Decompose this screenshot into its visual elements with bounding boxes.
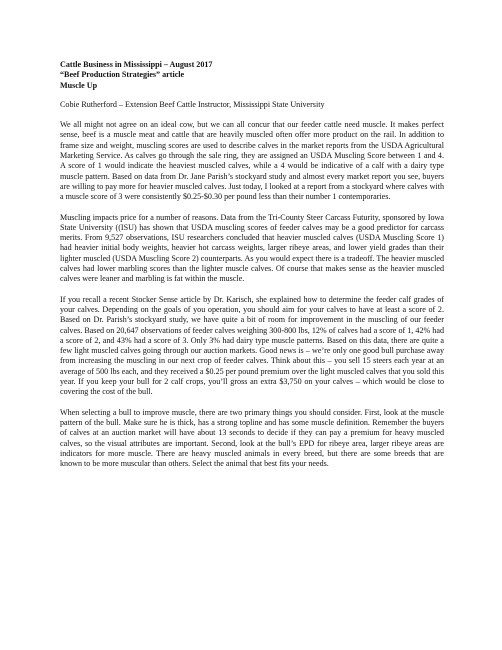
author-line: Cobie Rutherford – Extension Beef Cattle Instructor, Mississippi State University — [60, 99, 325, 109]
paragraph-3: If you recall a recent Stocker Sense article by Dr. Karisch, she explained how to determine the feeder calf grades of your calves. Depending on the goals of you operation, you should aim for your calves to have at least a score of 2. Based on Dr. Parish’s stockyard study, we have quite a bit of room for improvement in the muscling of our feeder calves. Based on 20,647 observations of feeder calves weighing 300-800 lbs, 12% of calves had a score of 1, 42% had a score of 2, and 43% had a score of 3. Only 3% had dairy type muscle patterns. Based on this data, there are quite a few light muscled calves going through our auction markets. Good news is – we’re only one good bull purchase away from increasing the muscling in our next crop of feeder calves. Think about this – you sell 15 steers each year at an average of 500 lbs each, and they received a $0.25 per pound premium over the light muscled calves that you sold this year. If you keep your bull for 2 calf crops, you’ll gross an extra $3,750 on your calves – which would be close to covering the cost of the bull. — [60, 294, 444, 397]
paragraph-4: When selecting a bull to improve muscle, there are two primary things you should consider. First, look at the muscle pattern of the bull. Make sure he is thick, has a strong topline and has some muscle definition. Remember the buyers of calves at an auction market will have about 13 seconds to decide if they can pay a premium for heavy muscled calves, so the visual attributes are important. Second, look at the bull’s EPD for ribeye area, larger ribeye areas are indicators for more muscle. There are heavy muscled animals in every breed, but there are some breeds that are known to be more muscular than others. Select the animal that best fits your needs. — [60, 407, 444, 469]
paragraph-1: We all might not agree on an ideal cow, but we can all concur that our feeder cattle need muscle. It makes perfect sense, beef is a muscle meat and cattle that are heavily muscled often offer more product on the rail. In addition to frame size and weight, muscling scores are used to describe calves in the market reports from the USDA Agricultural Marketing Service. As calves go through the sale ring, they are assigned an USDA Muscling Score between 1 and 4. A score of 1 would indicate the heaviest muscled calves, while a 4 would be indicative of a calf with a dairy type muscle pattern. Based on data from Dr. Jane Parish’s stockyard study and almost every market report you see, buyers are willing to pay more for heavier muscled calves. Just today, I looked at a report from a stockyard where calves with a muscle score of 3 were consistently $0.25-$0.30 per pound less than their number 1 contemporaries. — [60, 120, 444, 202]
article-title: Muscle Up — [60, 80, 98, 90]
article-series: “Beef Production Strategies” article — [60, 70, 185, 80]
paragraph-2: Muscling impacts price for a number of reasons. Data from the Tri-County Steer Carcass Futurity, sponsored by Iowa State University ((ISU) has shown that USDA muscling scores of feeder calves may be a good predictor for carcass merits. From 9,527 observations, ISU researchers concluded that heavier muscled calves (USDA Muscling Score 1) had heavier initial body weights, heavier hot carcass weights, larger ribeye areas, and lower yield grades than their lighter muscled (USDA Muscling Score 2) counterparts. As you would expect there is a tradeoff. The heavier muscled calves had lower marbling scores than the lighter muscle calves. Of course that makes sense as the heavier muscled calves were leaner and marbling is fat within the muscle. — [60, 212, 444, 284]
publication-title: Cattle Business in Mississippi – August 2017 — [60, 60, 213, 69]
